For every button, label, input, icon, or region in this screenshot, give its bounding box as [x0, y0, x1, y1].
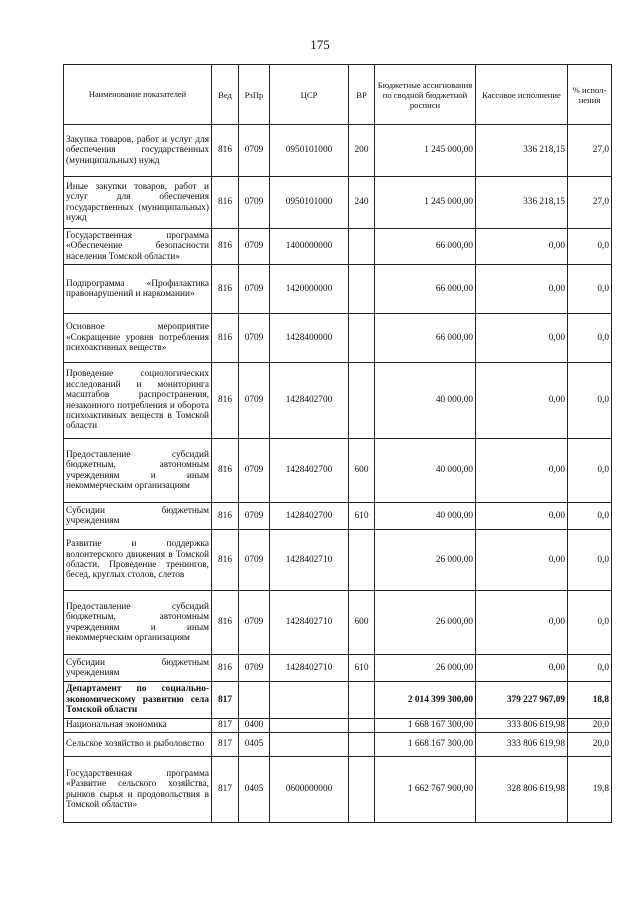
cell-budget: 1 668 167 300,00: [375, 719, 476, 733]
cell-name: Государственная программа «Развитие сельского хозяйства, рынков сырья и продовольствия в Томской области»: [64, 757, 212, 823]
cell-cash: 0,00: [476, 265, 568, 314]
cell-budget: 66 000,00: [375, 265, 476, 314]
table-row: [64, 314, 612, 363]
table-row: [64, 125, 612, 177]
cell-name: Проведение социологических исследований и мониторинга масштабов распространения, незаконного потребления и оборота психоактивных веществ в Томской области: [64, 363, 212, 439]
cell-cash: 0,00: [476, 655, 568, 682]
header-name: Наименование показателей: [64, 65, 212, 125]
cell-cash: 0,00: [476, 439, 568, 503]
cell-ved: 816: [212, 530, 239, 591]
cell-percent: 0,0: [568, 439, 612, 503]
cell-csr: 0950101000: [270, 177, 349, 229]
cell-csr: 1400000000: [270, 229, 349, 265]
cell-percent: 27,0: [568, 177, 612, 229]
cell-cash: 333 806 619,98: [476, 733, 568, 757]
cell-cash: 379 227 967,09: [476, 682, 568, 719]
header-rzpr: РзПр: [239, 65, 270, 125]
cell-rzpr: 0709: [239, 591, 270, 655]
cell-percent: 0,0: [568, 229, 612, 265]
cell-cash: 0,00: [476, 530, 568, 591]
cell-cash: 0,00: [476, 363, 568, 439]
cell-csr: [270, 733, 349, 757]
cell-rzpr: 0709: [239, 503, 270, 530]
cell-vr: 610: [349, 503, 375, 530]
cell-ved: 817: [212, 719, 239, 733]
cell-rzpr: 0709: [239, 314, 270, 363]
cell-rzpr: 0405: [239, 733, 270, 757]
cell-ved: 816: [212, 265, 239, 314]
cell-vr: 200: [349, 125, 375, 177]
cell-ved: 816: [212, 363, 239, 439]
table-row: [64, 177, 612, 229]
cell-vr: 240: [349, 177, 375, 229]
cell-vr: [349, 530, 375, 591]
cell-cash: 0,00: [476, 314, 568, 363]
cell-rzpr: 0709: [239, 363, 270, 439]
cell-csr: 1428402700: [270, 439, 349, 503]
cell-ved: 816: [212, 314, 239, 363]
table-header-row: [64, 65, 612, 125]
cell-vr: 600: [349, 591, 375, 655]
cell-name: Предоставление субсидий бюджетным, автономным учреждениям и иным некоммерческим организациям: [64, 591, 212, 655]
cell-rzpr: 0400: [239, 719, 270, 733]
cell-budget: 40 000,00: [375, 503, 476, 530]
cell-name: Государственная программа «Обеспечение безопасности населения Томской области»: [64, 229, 212, 265]
cell-rzpr: 0709: [239, 125, 270, 177]
cell-cash: 0,00: [476, 591, 568, 655]
cell-name: Закупка товаров, работ и услуг для обеспечения государственных (муниципальных) нужд: [64, 125, 212, 177]
cell-vr: 610: [349, 655, 375, 682]
cell-vr: 600: [349, 439, 375, 503]
table-row: [64, 363, 612, 439]
cell-rzpr: 0709: [239, 530, 270, 591]
cell-vr: [349, 229, 375, 265]
cell-ved: 816: [212, 591, 239, 655]
cell-csr: 1428400000: [270, 314, 349, 363]
cell-vr: [349, 757, 375, 823]
cell-cash: 336 218,15: [476, 125, 568, 177]
table-row: [64, 503, 612, 530]
cell-budget: 2 014 399 300,00: [375, 682, 476, 719]
cell-percent: 18,8: [568, 682, 612, 719]
cell-name: Основное мероприятие «Сокращение уровня потребления психоактивных веществ»: [64, 314, 212, 363]
cell-budget: 66 000,00: [375, 314, 476, 363]
header-percent: % испол-нения: [568, 65, 612, 125]
table-row: [64, 439, 612, 503]
table-row: [64, 265, 612, 314]
cell-name: Развитие и поддержка волонтерского движения в Томской области. Проведение тренингов, бесед, круглых столов, слетов: [64, 530, 212, 591]
cell-csr: [270, 682, 349, 719]
cell-budget: 1 668 167 300,00: [375, 733, 476, 757]
table-row: [64, 682, 612, 719]
table-row: [64, 733, 612, 757]
header-budget: Бюджетные ассигнования по сводной бюджетной росписи: [375, 65, 476, 125]
cell-name: Предоставление субсидий бюджетным, автономным учреждениям и иным некоммерческим организациям: [64, 439, 212, 503]
cell-budget: 26 000,00: [375, 591, 476, 655]
header-cash: Кассовое исполнение: [476, 65, 568, 125]
cell-vr: [349, 719, 375, 733]
cell-rzpr: 0709: [239, 265, 270, 314]
cell-percent: 0,0: [568, 503, 612, 530]
cell-csr: [270, 719, 349, 733]
cell-percent: 0,0: [568, 314, 612, 363]
cell-vr: [349, 363, 375, 439]
cell-ved: 816: [212, 229, 239, 265]
table-row: [64, 655, 612, 682]
page-number: 175: [310, 37, 330, 52]
cell-budget: 1 245 000,00: [375, 125, 476, 177]
cell-ved: 816: [212, 125, 239, 177]
cell-percent: 20,0: [568, 733, 612, 757]
cell-ved: 817: [212, 757, 239, 823]
table-row: [64, 530, 612, 591]
cell-csr: 0950101000: [270, 125, 349, 177]
cell-percent: 0,0: [568, 591, 612, 655]
cell-csr: 1428402710: [270, 591, 349, 655]
cell-rzpr: 0709: [239, 177, 270, 229]
cell-percent: 0,0: [568, 265, 612, 314]
cell-percent: 19,8: [568, 757, 612, 823]
cell-csr: 1428402710: [270, 655, 349, 682]
cell-name: Субсидии бюджетным учреждениям: [64, 503, 212, 530]
table-row: [64, 229, 612, 265]
cell-csr: 1428402700: [270, 363, 349, 439]
table-row: [64, 719, 612, 733]
cell-percent: 0,0: [568, 530, 612, 591]
cell-csr: 1428402700: [270, 503, 349, 530]
cell-name: Национальная экономика: [64, 719, 212, 733]
cell-budget: 1 662 767 900,00: [375, 757, 476, 823]
cell-vr: [349, 265, 375, 314]
cell-rzpr: 0709: [239, 655, 270, 682]
cell-percent: 0,0: [568, 363, 612, 439]
cell-cash: 328 806 619,98: [476, 757, 568, 823]
cell-cash: 333 806 619,98: [476, 719, 568, 733]
cell-csr: 1428402710: [270, 530, 349, 591]
cell-cash: 0,00: [476, 503, 568, 530]
cell-rzpr: 0709: [239, 439, 270, 503]
cell-rzpr: 0405: [239, 757, 270, 823]
cell-budget: 26 000,00: [375, 530, 476, 591]
cell-name: Субсидии бюджетным учреждениям: [64, 655, 212, 682]
cell-budget: 66 000,00: [375, 229, 476, 265]
cell-cash: 336 218,15: [476, 177, 568, 229]
header-vr: ВР: [349, 65, 375, 125]
cell-ved: 816: [212, 503, 239, 530]
cell-name: Подпрограмма «Профилактика правонарушений и наркомании»: [64, 265, 212, 314]
cell-cash: 0,00: [476, 229, 568, 265]
cell-name: Иные закупки товаров, работ и услуг для обеспечения государственных (муниципальных) нужд: [64, 177, 212, 229]
cell-budget: 40 000,00: [375, 439, 476, 503]
cell-percent: 0,0: [568, 655, 612, 682]
cell-name: Сельское хозяйство и рыболовство: [64, 733, 212, 757]
cell-budget: 1 245 000,00: [375, 177, 476, 229]
table-row: [64, 757, 612, 823]
cell-csr: 0600000000: [270, 757, 349, 823]
header-csr: ЦСР: [270, 65, 349, 125]
table-row: [64, 591, 612, 655]
cell-name: Департамент по социально-экономическому развитию села Томской области: [64, 682, 212, 719]
budget-execution-table: [63, 64, 612, 823]
cell-ved: 816: [212, 177, 239, 229]
cell-ved: 816: [212, 439, 239, 503]
header-ved: Вед: [212, 65, 239, 125]
cell-ved: 817: [212, 682, 239, 719]
cell-budget: 40 000,00: [375, 363, 476, 439]
cell-rzpr: 0709: [239, 229, 270, 265]
cell-vr: [349, 314, 375, 363]
cell-vr: [349, 733, 375, 757]
cell-budget: 26 000,00: [375, 655, 476, 682]
cell-ved: 817: [212, 733, 239, 757]
cell-vr: [349, 682, 375, 719]
cell-csr: 1420000000: [270, 265, 349, 314]
cell-rzpr: [239, 682, 270, 719]
cell-ved: 816: [212, 655, 239, 682]
cell-percent: 27,0: [568, 125, 612, 177]
cell-percent: 20,0: [568, 719, 612, 733]
